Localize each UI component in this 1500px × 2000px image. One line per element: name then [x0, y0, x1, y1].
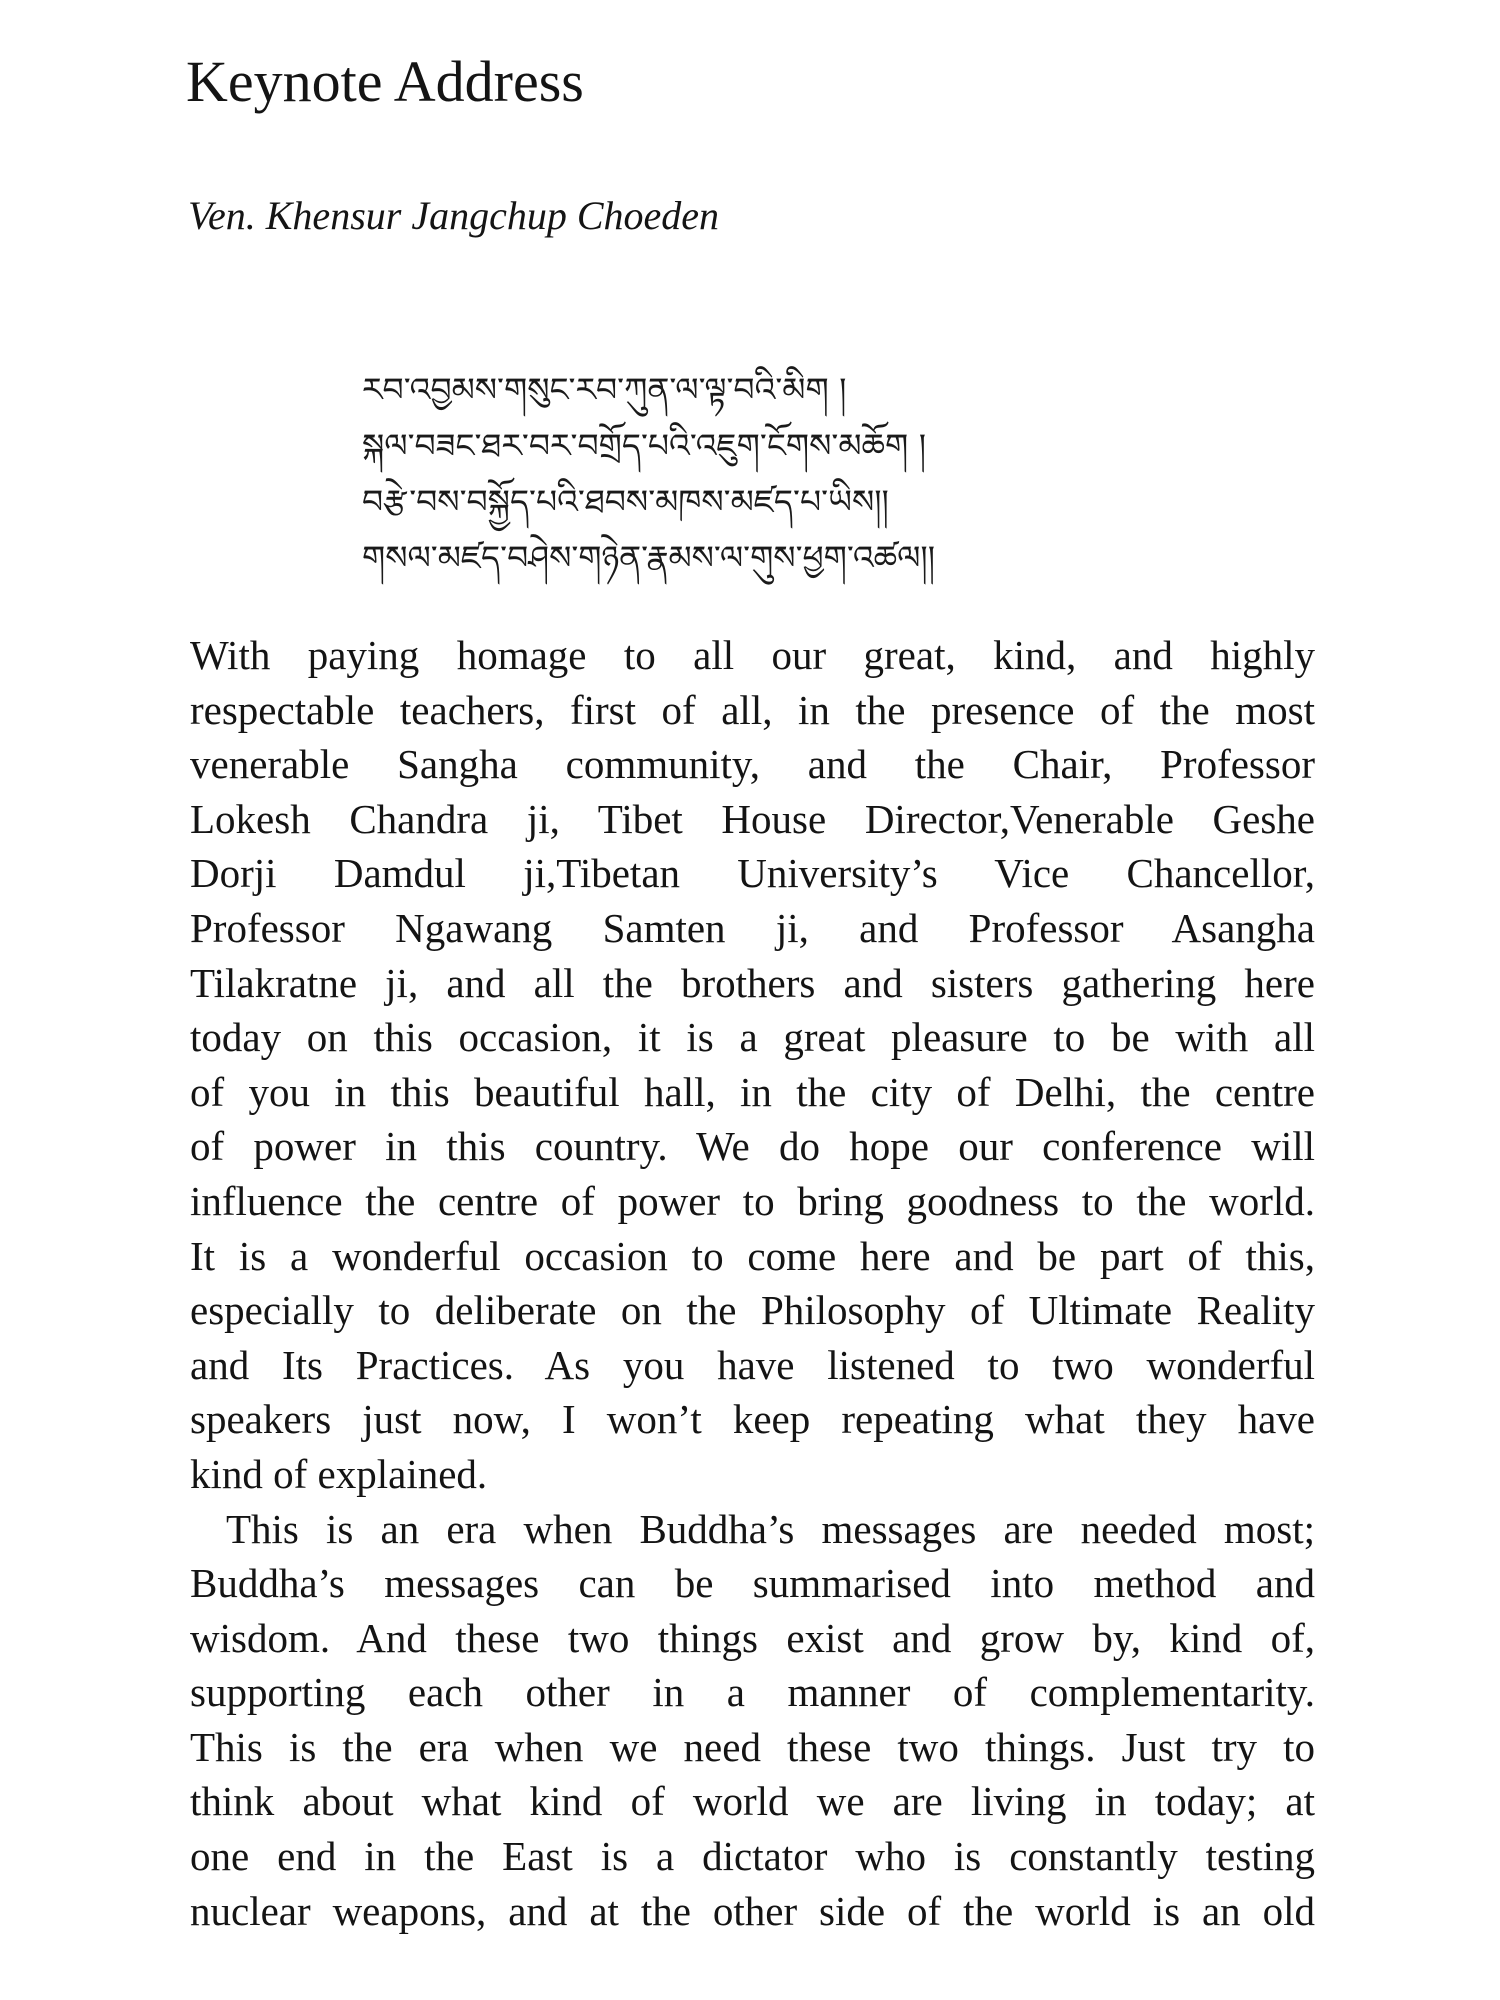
text-line: respectable teachers, first of all, in the presence of the most [190, 686, 1315, 733]
verse-line: རབ་འབྱམས་གསུང་རབ་ཀུན་ལ་ལྟ་བའི་མིག ། [362, 370, 847, 409]
page-title: Keynote Address [186, 49, 584, 114]
text-line: wisdom. And these two things exist and grow by, kind of, [190, 1614, 1315, 1661]
text-line: Buddha’s messages can be summarised into method and [190, 1560, 1315, 1607]
text-line: think about what kind of world we are living in today; at [190, 1778, 1315, 1825]
text-line: venerable Sangha community, and the Chair, Professor [190, 741, 1315, 788]
text-line: one end in the East is a dictator who is constantly testing [190, 1833, 1315, 1880]
text-line: today on this occasion, it is a great pleasure to be with all [190, 1014, 1315, 1061]
text-line: Tilakratne ji, and all the brothers and sisters gathering here [190, 959, 1315, 1006]
text-line: This is an era when Buddha’s messages are needed most; [226, 1505, 1315, 1552]
text-line: of power in this country. We do hope our conference will [190, 1123, 1315, 1170]
text-line: Dorji Damdul ji,Tibetan University’s Vice Chancellor, [190, 850, 1315, 897]
text-line: supporting each other in a manner of complementarity. [190, 1669, 1315, 1716]
text-line: This is the era when we need these two things. Just try to [190, 1723, 1315, 1770]
text-line: It is a wonderful occasion to come here and be part of this, [190, 1232, 1315, 1279]
text-line: kind of explained. [190, 1450, 488, 1497]
text-line: influence the centre of power to bring goodness to the world. [190, 1177, 1315, 1224]
paragraph-2 [190, 1502, 1315, 1939]
verse-line: བརྩེ་བས་བསྐྱོད་པའི་ཐབས་མཁས་མཛད་པ་ཡིས།། [362, 482, 889, 521]
tibetan-verse [362, 362, 1122, 586]
text-line: Professor Ngawang Samten ji, and Professor Asangha [190, 904, 1315, 951]
text-line: nuclear weapons, and at the other side of the world is an old [190, 1887, 1315, 1934]
verse-line: གསལ་མཛད་བཤེས་གཉེན་རྣམས་ལ་གུས་ཕྱག་འཚལ།། [362, 538, 936, 577]
text-line: speakers just now, I won’t keep repeating what they have [190, 1396, 1315, 1443]
text-line: of you in this beautiful hall, in the city of Delhi, the centre [190, 1068, 1315, 1115]
body-text [190, 628, 1315, 1938]
author-name: Ven. Khensur Jangchup Choeden [188, 193, 720, 238]
text-line: especially to deliberate on the Philosophy of Ultimate Reality [190, 1287, 1315, 1334]
text-line: With paying homage to all our great, kind, and highly [190, 632, 1315, 678]
verse-line: སྐལ་བཟང་ཐར་བར་བགྲོད་པའི་འཇུག་ངོགས་མཆོག ། [362, 426, 927, 465]
text-line: Lokesh Chandra ji, Tibet House Director,Venerable Geshe [190, 795, 1315, 842]
paragraph-1 [190, 628, 1315, 1502]
text-line: and Its Practices. As you have listened to two wonderful [190, 1341, 1315, 1388]
